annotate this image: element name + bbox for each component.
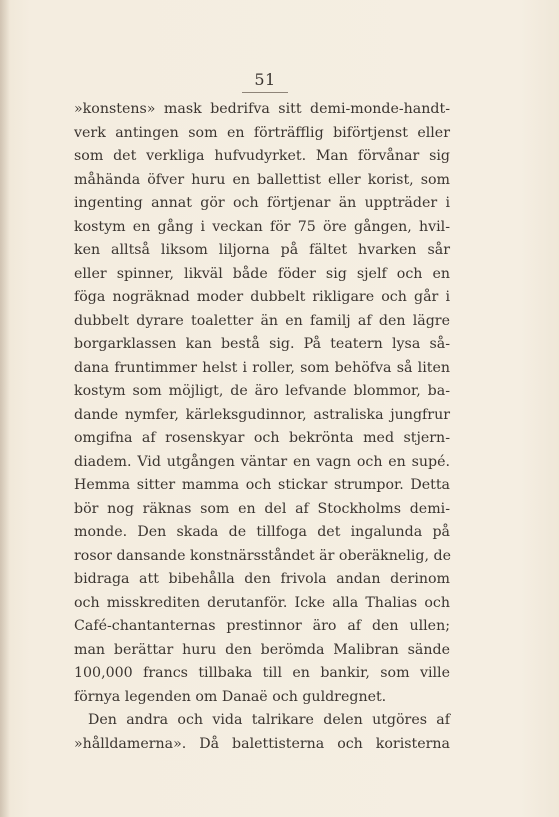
text-line: måhända öfver huru en ballettist eller korist, som — [74, 171, 450, 188]
text-line: verk antingen som en förträfflig biförtjenst eller — [74, 124, 450, 141]
text-line: kostym som möjligt, de äro lefvande blommor, ba- — [74, 383, 450, 399]
text-line: monde. Den skada de tillfoga det ingalunda på — [74, 524, 450, 540]
text-line: bör nog räknas som en del af Stockholms demi- — [74, 500, 450, 517]
text-line: och misskrediten derutanför. Icke alla Thalias och — [74, 594, 450, 611]
text-line: »konstens» mask bedrifva sitt demi-monde-handt- — [74, 101, 450, 117]
text-line: borgarklassen kan bestå sig. På teatern lysa så- — [74, 336, 450, 352]
text-line: bidraga att bibehålla den frivola andan derinom — [74, 571, 450, 587]
text-line: ingenting annat gör och förtjenar än uppträder i — [74, 195, 450, 211]
text-line: dande nymfer, kärleksgudinnor, astraliska jungfrur — [74, 406, 450, 423]
text-line-paragraph-end: förnya legenden om Danaë och guldregnet. — [74, 688, 387, 705]
text-line: diadem. Vid utgången väntar en vagn och en supé. — [74, 453, 450, 470]
text-line: 100,000 francs tillbaka till en bankir, som ville — [74, 665, 450, 681]
text-line: »hålldamerna». Då balettisterna och koristerna — [74, 735, 450, 752]
page-number: 51 — [254, 70, 276, 89]
text-line: dana fruntimmer helst i roller, som behöfva så liten — [74, 359, 450, 376]
text-line: som det verkliga hufvudyrket. Man förvånar sig — [74, 148, 450, 164]
text-line: kostym en gång i veckan för 75 öre gången, hvil- — [74, 218, 450, 235]
text-line: man berättar huru den berömda Malibran sände — [74, 641, 450, 658]
text-line: Hemma sitter mamma och stickar strumpor. Detta — [74, 477, 450, 493]
text-line-paragraph-start: Den andra och vida talrikare delen utgöres af — [88, 712, 450, 728]
text-line: dubbelt dyrare toaletter än en familj af den lägre — [74, 312, 450, 329]
page-gutter-shadow — [0, 0, 10, 817]
page-number-underline — [242, 92, 288, 93]
body-text — [74, 98, 450, 756]
text-line: rosor dansande konstnärsståndet är oberäknelig, de — [74, 547, 451, 564]
text-line: föga nogräknad moder dubbelt rikligare och går i — [74, 289, 450, 305]
text-line: ken alltså liksom liljorna på fältet hvarken sår — [74, 242, 450, 258]
text-line: Café-chantanternas prestinnor äro af den ullen; — [74, 618, 450, 634]
text-line: eller spinner, likväl både föder sig sjelf och en — [74, 265, 450, 282]
text-line: omgifna af rosenskyar och bekrönta med stjern- — [74, 430, 450, 446]
